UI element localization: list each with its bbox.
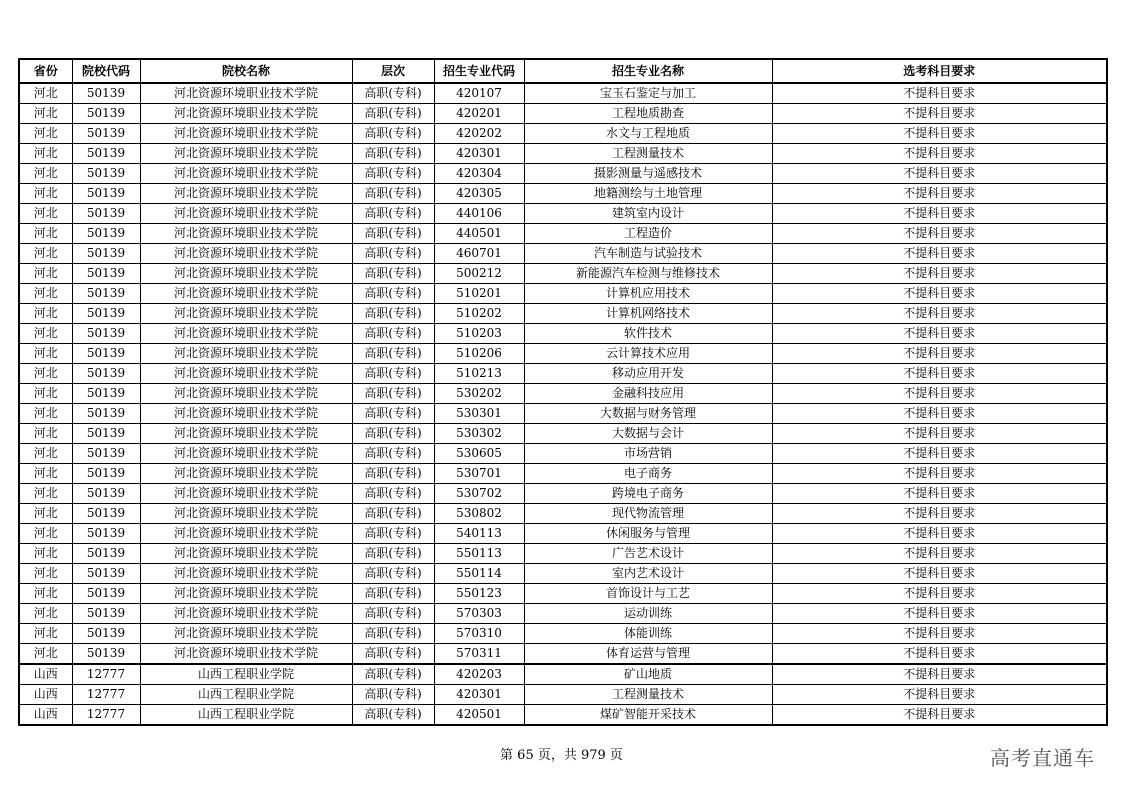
cell-major-name: 地籍测绘与土地管理 — [524, 184, 772, 204]
cell-school-name: 河北资源环境职业技术学院 — [140, 524, 352, 544]
table-row — [19, 344, 1107, 364]
cell-major-name: 移动应用开发 — [524, 364, 772, 384]
cell-province: 山西 — [19, 664, 72, 685]
admission-table — [18, 58, 1108, 726]
cell-major-code: 440106 — [434, 204, 524, 224]
cell-subject-requirement: 不提科目要求 — [772, 444, 1107, 464]
cell-province: 河北 — [19, 644, 72, 665]
cell-level: 高职(专科) — [352, 404, 434, 424]
cell-subject-requirement: 不提科目要求 — [772, 644, 1107, 665]
cell-province: 河北 — [19, 604, 72, 624]
cell-school-code: 50139 — [72, 204, 140, 224]
cell-major-name: 计算机网络技术 — [524, 304, 772, 324]
header-level: 层次 — [352, 59, 434, 83]
cell-major-name: 矿山地质 — [524, 664, 772, 685]
cell-major-name: 室内艺术设计 — [524, 564, 772, 584]
cell-school-name: 河北资源环境职业技术学院 — [140, 164, 352, 184]
cell-subject-requirement: 不提科目要求 — [772, 104, 1107, 124]
cell-major-name: 建筑室内设计 — [524, 204, 772, 224]
cell-school-name: 河北资源环境职业技术学院 — [140, 124, 352, 144]
cell-subject-requirement: 不提科目要求 — [772, 284, 1107, 304]
table-row — [19, 504, 1107, 524]
cell-level: 高职(专科) — [352, 384, 434, 404]
cell-major-code: 440501 — [434, 224, 524, 244]
cell-major-name: 新能源汽车检测与维修技术 — [524, 264, 772, 284]
cell-province: 山西 — [19, 705, 72, 726]
cell-major-name: 宝玉石鉴定与加工 — [524, 83, 772, 104]
cell-school-name: 河北资源环境职业技术学院 — [140, 284, 352, 304]
cell-major-code: 530202 — [434, 384, 524, 404]
cell-school-code: 50139 — [72, 584, 140, 604]
cell-subject-requirement: 不提科目要求 — [772, 204, 1107, 224]
cell-school-name: 河北资源环境职业技术学院 — [140, 184, 352, 204]
cell-school-name: 河北资源环境职业技术学院 — [140, 244, 352, 264]
cell-school-code: 50139 — [72, 424, 140, 444]
cell-province: 河北 — [19, 584, 72, 604]
table-body — [19, 83, 1107, 725]
cell-school-code: 12777 — [72, 685, 140, 705]
cell-school-name: 河北资源环境职业技术学院 — [140, 83, 352, 104]
cell-subject-requirement: 不提科目要求 — [772, 564, 1107, 584]
cell-school-name: 山西工程职业学院 — [140, 664, 352, 685]
cell-province: 河北 — [19, 344, 72, 364]
cell-school-code: 50139 — [72, 304, 140, 324]
cell-major-name: 摄影测量与遥感技术 — [524, 164, 772, 184]
cell-major-name: 运动训练 — [524, 604, 772, 624]
cell-major-name: 电子商务 — [524, 464, 772, 484]
table-row — [19, 524, 1107, 544]
cell-province: 河北 — [19, 484, 72, 504]
cell-major-code: 530701 — [434, 464, 524, 484]
cell-school-code: 50139 — [72, 344, 140, 364]
cell-major-code: 530301 — [434, 404, 524, 424]
cell-school-code: 50139 — [72, 464, 140, 484]
cell-major-code: 460701 — [434, 244, 524, 264]
cell-level: 高职(专科) — [352, 604, 434, 624]
cell-major-name: 汽车制造与试验技术 — [524, 244, 772, 264]
cell-level: 高职(专科) — [352, 304, 434, 324]
cell-province: 河北 — [19, 224, 72, 244]
cell-subject-requirement: 不提科目要求 — [772, 404, 1107, 424]
cell-school-name: 河北资源环境职业技术学院 — [140, 264, 352, 284]
cell-school-name: 河北资源环境职业技术学院 — [140, 564, 352, 584]
cell-province: 河北 — [19, 264, 72, 284]
header-major-code: 招生专业代码 — [434, 59, 524, 83]
table-row — [19, 484, 1107, 504]
cell-subject-requirement: 不提科目要求 — [772, 424, 1107, 444]
cell-major-name: 金融科技应用 — [524, 384, 772, 404]
cell-major-code: 420305 — [434, 184, 524, 204]
cell-province: 河北 — [19, 83, 72, 104]
header-school-name: 院校名称 — [140, 59, 352, 83]
cell-school-name: 河北资源环境职业技术学院 — [140, 204, 352, 224]
table-row — [19, 364, 1107, 384]
cell-level: 高职(专科) — [352, 324, 434, 344]
cell-school-code: 12777 — [72, 705, 140, 726]
table-row — [19, 564, 1107, 584]
cell-province: 河北 — [19, 404, 72, 424]
cell-school-code: 50139 — [72, 384, 140, 404]
table-row — [19, 444, 1107, 464]
table-row — [19, 624, 1107, 644]
cell-major-code: 540113 — [434, 524, 524, 544]
cell-province: 河北 — [19, 124, 72, 144]
cell-major-name: 大数据与财务管理 — [524, 404, 772, 424]
table-row — [19, 324, 1107, 344]
cell-major-code: 570303 — [434, 604, 524, 624]
cell-subject-requirement: 不提科目要求 — [772, 144, 1107, 164]
cell-level: 高职(专科) — [352, 144, 434, 164]
cell-school-code: 50139 — [72, 244, 140, 264]
cell-level: 高职(专科) — [352, 544, 434, 564]
cell-level: 高职(专科) — [352, 564, 434, 584]
cell-major-code: 530802 — [434, 504, 524, 524]
cell-subject-requirement: 不提科目要求 — [772, 184, 1107, 204]
cell-major-name: 煤矿智能开采技术 — [524, 705, 772, 726]
cell-subject-requirement: 不提科目要求 — [772, 124, 1107, 144]
cell-province: 河北 — [19, 304, 72, 324]
cell-level: 高职(专科) — [352, 264, 434, 284]
cell-major-name: 软件技术 — [524, 324, 772, 344]
cell-province: 河北 — [19, 524, 72, 544]
cell-major-name: 工程测量技术 — [524, 144, 772, 164]
cell-level: 高职(专科) — [352, 644, 434, 665]
cell-major-code: 530605 — [434, 444, 524, 464]
cell-level: 高职(专科) — [352, 624, 434, 644]
cell-subject-requirement: 不提科目要求 — [772, 685, 1107, 705]
cell-province: 河北 — [19, 464, 72, 484]
cell-major-code: 510206 — [434, 344, 524, 364]
cell-level: 高职(专科) — [352, 83, 434, 104]
cell-school-name: 河北资源环境职业技术学院 — [140, 304, 352, 324]
cell-major-code: 510203 — [434, 324, 524, 344]
cell-subject-requirement: 不提科目要求 — [772, 464, 1107, 484]
table-row — [19, 544, 1107, 564]
cell-subject-requirement: 不提科目要求 — [772, 264, 1107, 284]
cell-subject-requirement: 不提科目要求 — [772, 484, 1107, 504]
cell-province: 河北 — [19, 184, 72, 204]
cell-school-name: 河北资源环境职业技术学院 — [140, 224, 352, 244]
cell-school-name: 河北资源环境职业技术学院 — [140, 464, 352, 484]
cell-level: 高职(专科) — [352, 424, 434, 444]
cell-school-code: 50139 — [72, 284, 140, 304]
table-row — [19, 184, 1107, 204]
cell-major-name: 云计算技术应用 — [524, 344, 772, 364]
cell-level: 高职(专科) — [352, 224, 434, 244]
cell-school-name: 河北资源环境职业技术学院 — [140, 424, 352, 444]
cell-major-code: 550114 — [434, 564, 524, 584]
cell-subject-requirement: 不提科目要求 — [772, 324, 1107, 344]
cell-school-name: 河北资源环境职业技术学院 — [140, 644, 352, 665]
cell-major-name: 工程造价 — [524, 224, 772, 244]
table-row — [19, 244, 1107, 264]
table-row — [19, 705, 1107, 726]
cell-subject-requirement: 不提科目要求 — [772, 384, 1107, 404]
cell-level: 高职(专科) — [352, 464, 434, 484]
cell-major-name: 水文与工程地质 — [524, 124, 772, 144]
cell-subject-requirement: 不提科目要求 — [772, 83, 1107, 104]
cell-school-name: 河北资源环境职业技术学院 — [140, 344, 352, 364]
cell-school-code: 50139 — [72, 224, 140, 244]
cell-province: 河北 — [19, 624, 72, 644]
cell-major-name: 体能训练 — [524, 624, 772, 644]
cell-province: 河北 — [19, 164, 72, 184]
table-row — [19, 284, 1107, 304]
cell-major-code: 420301 — [434, 685, 524, 705]
cell-province: 河北 — [19, 564, 72, 584]
cell-major-name: 体育运营与管理 — [524, 644, 772, 665]
cell-subject-requirement: 不提科目要求 — [772, 705, 1107, 726]
table-row — [19, 144, 1107, 164]
cell-province: 河北 — [19, 204, 72, 224]
cell-major-name: 休闲服务与管理 — [524, 524, 772, 544]
cell-subject-requirement: 不提科目要求 — [772, 364, 1107, 384]
table-row — [19, 83, 1107, 104]
table-row — [19, 164, 1107, 184]
cell-school-name: 河北资源环境职业技术学院 — [140, 544, 352, 564]
cell-school-code: 50139 — [72, 124, 140, 144]
table-row — [19, 644, 1107, 665]
header-major-name: 招生专业名称 — [524, 59, 772, 83]
cell-school-code: 50139 — [72, 83, 140, 104]
cell-level: 高职(专科) — [352, 504, 434, 524]
cell-province: 河北 — [19, 244, 72, 264]
cell-school-code: 50139 — [72, 524, 140, 544]
cell-major-code: 550123 — [434, 584, 524, 604]
cell-school-code: 50139 — [72, 484, 140, 504]
cell-level: 高职(专科) — [352, 484, 434, 504]
cell-school-code: 50139 — [72, 604, 140, 624]
table-row — [19, 464, 1107, 484]
cell-school-code: 12777 — [72, 664, 140, 685]
cell-major-code: 420501 — [434, 705, 524, 726]
cell-province: 河北 — [19, 384, 72, 404]
cell-level: 高职(专科) — [352, 364, 434, 384]
cell-school-code: 50139 — [72, 444, 140, 464]
cell-school-code: 50139 — [72, 644, 140, 665]
cell-major-code: 570311 — [434, 644, 524, 665]
cell-province: 河北 — [19, 324, 72, 344]
cell-level: 高职(专科) — [352, 344, 434, 364]
cell-province: 河北 — [19, 444, 72, 464]
cell-school-name: 河北资源环境职业技术学院 — [140, 144, 352, 164]
cell-subject-requirement: 不提科目要求 — [772, 664, 1107, 685]
cell-province: 河北 — [19, 104, 72, 124]
cell-major-code: 530702 — [434, 484, 524, 504]
cell-major-code: 420202 — [434, 124, 524, 144]
cell-subject-requirement: 不提科目要求 — [772, 304, 1107, 324]
cell-level: 高职(专科) — [352, 164, 434, 184]
table-row — [19, 685, 1107, 705]
cell-province: 河北 — [19, 504, 72, 524]
cell-major-name: 市场营销 — [524, 444, 772, 464]
cell-school-name: 河北资源环境职业技术学院 — [140, 364, 352, 384]
cell-level: 高职(专科) — [352, 204, 434, 224]
cell-major-code: 510201 — [434, 284, 524, 304]
cell-subject-requirement: 不提科目要求 — [772, 584, 1107, 604]
cell-school-name: 河北资源环境职业技术学院 — [140, 384, 352, 404]
cell-level: 高职(专科) — [352, 524, 434, 544]
cell-subject-requirement: 不提科目要求 — [772, 344, 1107, 364]
cell-subject-requirement: 不提科目要求 — [772, 544, 1107, 564]
header-province: 省份 — [19, 59, 72, 83]
table-row — [19, 424, 1107, 444]
cell-major-name: 首饰设计与工艺 — [524, 584, 772, 604]
cell-school-name: 河北资源环境职业技术学院 — [140, 324, 352, 344]
cell-school-code: 50139 — [72, 264, 140, 284]
cell-province: 河北 — [19, 424, 72, 444]
table-row — [19, 304, 1107, 324]
table-row — [19, 664, 1107, 685]
cell-level: 高职(专科) — [352, 284, 434, 304]
cell-level: 高职(专科) — [352, 184, 434, 204]
cell-province: 河北 — [19, 544, 72, 564]
table-row — [19, 604, 1107, 624]
table-row — [19, 204, 1107, 224]
cell-level: 高职(专科) — [352, 584, 434, 604]
cell-major-code: 420203 — [434, 664, 524, 685]
cell-major-name: 大数据与会计 — [524, 424, 772, 444]
cell-major-code: 550113 — [434, 544, 524, 564]
cell-school-name: 河北资源环境职业技术学院 — [140, 484, 352, 504]
cell-school-code: 50139 — [72, 104, 140, 124]
cell-province: 河北 — [19, 144, 72, 164]
cell-school-code: 50139 — [72, 184, 140, 204]
cell-level: 高职(专科) — [352, 244, 434, 264]
cell-school-code: 50139 — [72, 364, 140, 384]
cell-school-code: 50139 — [72, 564, 140, 584]
cell-level: 高职(专科) — [352, 444, 434, 464]
page-number: 第 65 页，共 979 页 — [500, 748, 623, 763]
table-header-row — [19, 59, 1107, 83]
cell-major-code: 510202 — [434, 304, 524, 324]
table-row — [19, 384, 1107, 404]
table-row — [19, 584, 1107, 604]
cell-major-name: 工程地质勘查 — [524, 104, 772, 124]
cell-major-code: 570310 — [434, 624, 524, 644]
cell-major-name: 现代物流管理 — [524, 504, 772, 524]
cell-school-name: 河北资源环境职业技术学院 — [140, 584, 352, 604]
table-row — [19, 224, 1107, 244]
table-row — [19, 264, 1107, 284]
cell-school-code: 50139 — [72, 324, 140, 344]
cell-major-code: 420107 — [434, 83, 524, 104]
header-school-code: 院校代码 — [72, 59, 140, 83]
table-row — [19, 104, 1107, 124]
cell-school-name: 河北资源环境职业技术学院 — [140, 404, 352, 424]
cell-major-name: 广告艺术设计 — [524, 544, 772, 564]
watermark-logo-text: 高考直通车 — [990, 746, 1095, 770]
cell-school-code: 50139 — [72, 144, 140, 164]
cell-level: 高职(专科) — [352, 124, 434, 144]
cell-subject-requirement: 不提科目要求 — [772, 504, 1107, 524]
cell-school-name: 河北资源环境职业技术学院 — [140, 624, 352, 644]
cell-school-name: 河北资源环境职业技术学院 — [140, 444, 352, 464]
cell-major-code: 510213 — [434, 364, 524, 384]
cell-major-code: 420301 — [434, 144, 524, 164]
cell-subject-requirement: 不提科目要求 — [772, 624, 1107, 644]
cell-level: 高职(专科) — [352, 685, 434, 705]
cell-level: 高职(专科) — [352, 104, 434, 124]
table-row — [19, 404, 1107, 424]
table-row — [19, 124, 1107, 144]
cell-school-code: 50139 — [72, 544, 140, 564]
cell-province: 山西 — [19, 685, 72, 705]
cell-subject-requirement: 不提科目要求 — [772, 604, 1107, 624]
cell-major-code: 530302 — [434, 424, 524, 444]
cell-subject-requirement: 不提科目要求 — [772, 524, 1107, 544]
cell-level: 高职(专科) — [352, 664, 434, 685]
header-subject-requirement: 选考科目要求 — [772, 59, 1107, 83]
cell-major-code: 420304 — [434, 164, 524, 184]
cell-major-name: 跨境电子商务 — [524, 484, 772, 504]
cell-major-name: 工程测量技术 — [524, 685, 772, 705]
cell-major-code: 420201 — [434, 104, 524, 124]
cell-school-name: 河北资源环境职业技术学院 — [140, 504, 352, 524]
cell-school-code: 50139 — [72, 404, 140, 424]
cell-subject-requirement: 不提科目要求 — [772, 224, 1107, 244]
cell-school-name: 河北资源环境职业技术学院 — [140, 104, 352, 124]
cell-major-name: 计算机应用技术 — [524, 284, 772, 304]
cell-province: 河北 — [19, 284, 72, 304]
cell-level: 高职(专科) — [352, 705, 434, 726]
cell-province: 河北 — [19, 364, 72, 384]
cell-school-code: 50139 — [72, 624, 140, 644]
cell-school-code: 50139 — [72, 504, 140, 524]
cell-school-code: 50139 — [72, 164, 140, 184]
cell-subject-requirement: 不提科目要求 — [772, 164, 1107, 184]
cell-school-name: 山西工程职业学院 — [140, 705, 352, 726]
cell-subject-requirement: 不提科目要求 — [772, 244, 1107, 264]
cell-school-name: 山西工程职业学院 — [140, 685, 352, 705]
cell-school-name: 河北资源环境职业技术学院 — [140, 604, 352, 624]
cell-major-code: 500212 — [434, 264, 524, 284]
